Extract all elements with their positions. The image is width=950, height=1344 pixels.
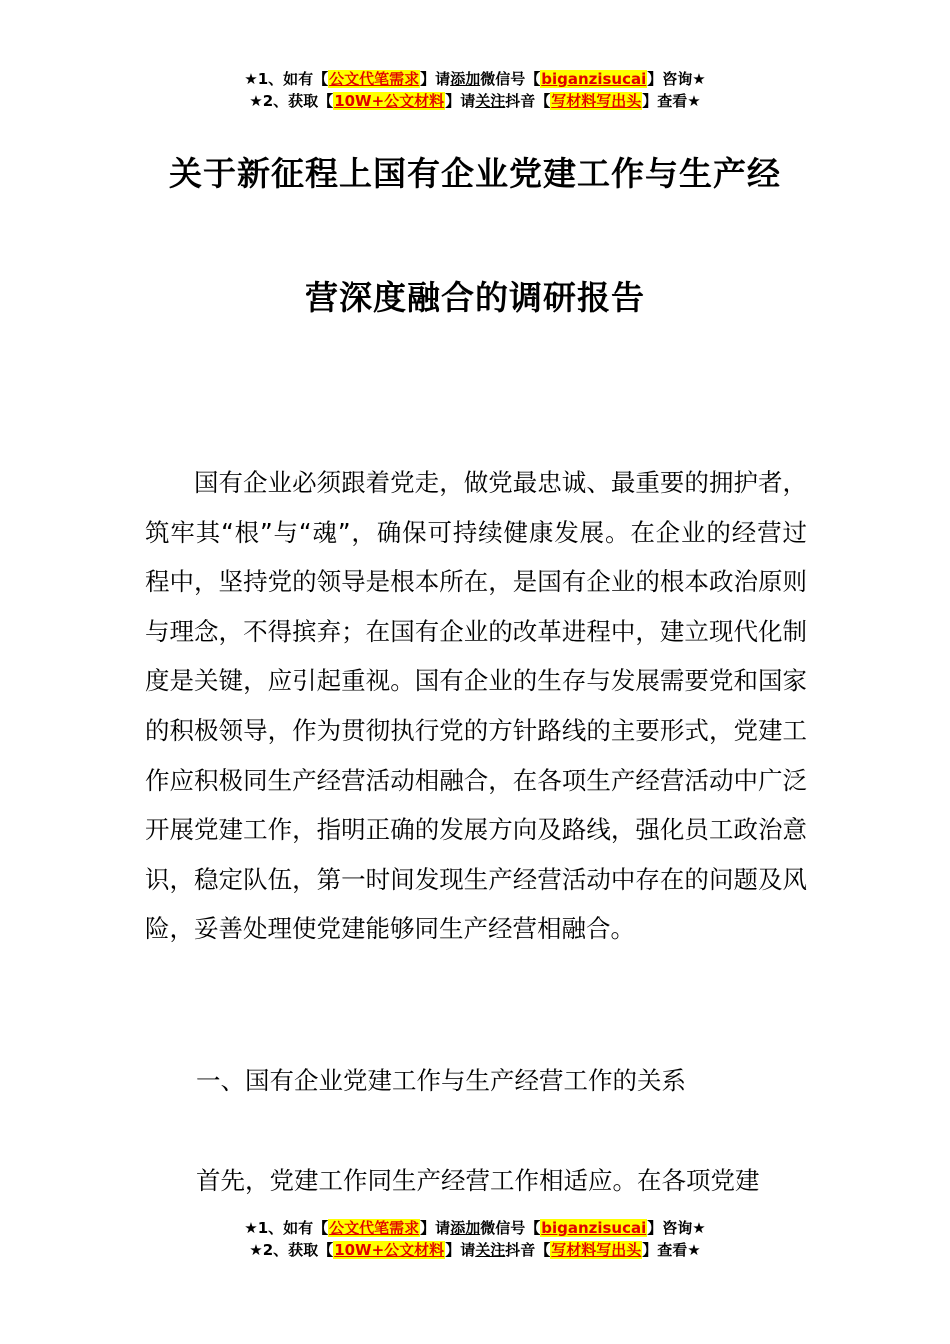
banner-highlight: 10W+公文材料: [334, 1241, 445, 1259]
banner-highlight: biganzisucai: [541, 70, 647, 88]
banner-highlight: 公文代笔需求: [329, 70, 420, 88]
banner-line-2: ★2、获取【10W+公文材料】请关注抖音【写材料写出头】查看★: [249, 92, 701, 110]
banner-line-1: ★1、如有【公文代笔需求】请添加微信号【biganzisucai】咨询★: [244, 70, 706, 88]
section-heading-1: 一、国有企业党建工作与生产经营工作的关系: [196, 1066, 686, 1095]
footer-banner: [0, 1217, 950, 1261]
banner-line-2: ★2、获取【10W+公文材料】请关注抖音【写材料写出头】查看★: [249, 1241, 701, 1259]
banner-highlight: 公文代笔需求: [329, 1219, 420, 1237]
document-title-line-2: 营深度融合的调研报告: [305, 278, 645, 317]
banner-highlight: biganzisucai: [541, 1219, 647, 1237]
banner-highlight: 写材料写出头: [551, 1241, 642, 1259]
banner-line-1: ★1、如有【公文代笔需求】请添加微信号【biganzisucai】咨询★: [244, 1219, 706, 1237]
document-title-line-1: 关于新征程上国有企业党建工作与生产经: [169, 154, 781, 193]
body-paragraph-1: 国有企业必须跟着党走，做党最忠诚、最重要的拥护者，筑牢其“根”与“魂”，确保可持续健康发展。在企业的经营过程中，坚持党的领导是根本所在，是国有企业的根本政治原则与理念，不得摈弃；在国有企业的改革进程中，建立现代化制度是关键，应引起重视。国有企业的生存与发展需要党和国家的积极领导，作为贯彻执行党的方针路线的主要形式，党建工作应积极同生产经营活动相融合，在各项生产经营活动中广泛开展党建工作，指明正确的发展方向及路线，强化员工政治意识，稳定队伍，第一时间发现生产经营活动中存在的问题及风险，妥善处理使党建能够同生产经营相融合。: [145, 468, 807, 944]
header-banner: [0, 68, 950, 112]
body-paragraph-2: 首先，党建工作同生产经营工作相适应。在各项党建: [196, 1166, 760, 1195]
banner-highlight: 10W+公文材料: [334, 92, 445, 110]
banner-highlight: 写材料写出头: [551, 92, 642, 110]
